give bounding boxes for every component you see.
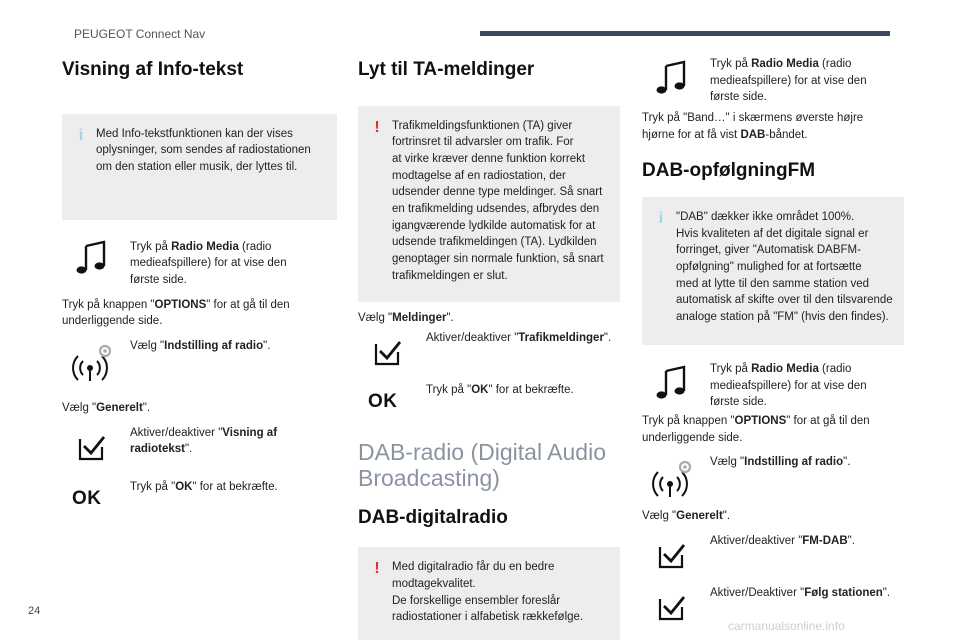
bold-text: Generelt: [676, 510, 723, 523]
text: " for at bekræfte.: [488, 384, 574, 397]
text: Aktiver/deaktiver ": [710, 534, 803, 547]
step-radio-settings: [62, 338, 337, 390]
step-radio-media: [642, 361, 904, 411]
step-toggle-traffic: [358, 330, 620, 372]
checkbox-icon: [366, 334, 410, 368]
warning-note: [358, 547, 620, 640]
text: Tryk på knappen ": [62, 298, 155, 311]
radio-settings-icon: [650, 458, 694, 498]
text: ".: [142, 401, 151, 414]
text: " for at gå til den underliggende side.: [62, 298, 290, 328]
ok-icon: OK: [368, 391, 398, 413]
text: ".: [184, 443, 193, 456]
text: " for at gå til den underliggende side.: [642, 414, 870, 444]
paragraph: [642, 413, 904, 446]
bold-text: FM-DAB: [802, 534, 848, 547]
text: ".: [722, 510, 731, 523]
info-icon: i: [658, 209, 664, 227]
text: " for at bekræfte.: [192, 480, 278, 493]
section-title-dab-fm: DAB-opfølgningFM: [642, 160, 816, 182]
step-confirm-ok: [358, 382, 620, 422]
paragraph: [642, 508, 904, 525]
bold-text: DAB: [740, 128, 766, 141]
music-note-icon: [650, 60, 694, 94]
text: (radio medieafspillere) for at vise den første side.: [710, 58, 867, 104]
bold-text: OPTIONS: [154, 298, 207, 311]
bold-text: Indstilling af radio: [744, 456, 844, 469]
bold-text: OK: [471, 384, 489, 397]
music-note-icon: [650, 365, 694, 399]
bold-text: Følg stationen: [804, 586, 883, 599]
paragraph: [62, 297, 337, 330]
text: Aktiver/Deaktiver ": [710, 586, 805, 599]
bold-text: Radio Media: [751, 58, 819, 70]
running-header: PEUGEOT Connect Nav: [74, 27, 206, 41]
header-bar: [480, 31, 890, 36]
text: Tryk på knappen ": [642, 414, 735, 427]
column-3: [642, 56, 904, 635]
paragraph: [642, 110, 904, 143]
section-title-ta: Lyt til TA-meldinger: [358, 59, 535, 80]
subsection-title-dab-digital: DAB-digitalradio: [358, 506, 508, 528]
bold-text: Indstilling af radio: [164, 339, 264, 352]
section-title-dab: DAB-radio (Digital Audio Broadcasting): [358, 439, 607, 491]
text: Aktiver/deaktiver ": [426, 332, 519, 345]
bold-text: Generelt: [96, 401, 143, 414]
step-radio-media: [642, 56, 904, 106]
bold-text: OPTIONS: [734, 414, 787, 427]
checkbox-icon: [650, 537, 694, 571]
column-1: [62, 56, 337, 525]
note-text: Med digitalradio får du en bedre modtagekvalitet. De forskellige ensembler foreslår radiostationer i alfabetisk rækkefølge.: [392, 561, 584, 624]
music-note-icon: [70, 240, 114, 274]
paragraph: [358, 310, 620, 327]
bold-text: Radio Media: [751, 362, 819, 375]
text: Tryk på: [710, 362, 752, 375]
text: ".: [446, 311, 454, 324]
ok-icon: OK: [72, 487, 102, 509]
page-number: 24: [28, 605, 41, 617]
info-icon: i: [78, 126, 84, 144]
text: ".: [263, 339, 271, 352]
step-toggle-radiotext: [62, 425, 337, 469]
text: Tryk på: [130, 240, 172, 253]
bold-text: Trafikmeldinger: [518, 332, 604, 345]
step-confirm-ok: [62, 479, 337, 515]
text: ".: [603, 332, 612, 345]
checkbox-icon: [70, 429, 114, 463]
note-text: Trafikmeldingsfunktionen (TA) giver fortrinsret til advarsler om trafik. For at virke kræver denne funktion korrekt modtagelse af en radiostation, der udsender denne type meldinger. Så snart en trafikmelding udsendes, afbrydes den igangværende lydkilde automatisk for at udsende trafikmeldingen (TA). Lydkilden genoptager sin normale funktion, så snart trafikmeldingen er slut.: [392, 119, 604, 282]
warning-icon: !: [374, 118, 380, 136]
section-title-info-text: Visning af Info-tekst: [62, 59, 244, 80]
step-toggle-fm-dab: [642, 533, 904, 575]
text: (radio medieafspillere) for at vise den første side.: [130, 240, 287, 286]
text: Vælg ": [62, 401, 97, 414]
text: Vælg ": [710, 456, 745, 469]
bold-text: Visning af radiotekst: [130, 426, 278, 456]
warning-icon: !: [374, 560, 380, 578]
bold-text: OK: [175, 480, 193, 493]
note-text: "DAB" dækker ikke området 100%. Hvis kvaliteten af det digitale signal er forringet, giver "Automatisk DABFM- opfølgning" mulighed for at fortsætte med at lytte til den samme station ved automatisk af skifte over til den tilsvarende analoge station på "FM" (hvis den findes).: [676, 210, 893, 323]
radio-settings-icon: [70, 342, 114, 382]
text: Tryk på ": [130, 480, 176, 493]
warning-note: [358, 106, 620, 302]
text: Aktiver/deaktiver ": [130, 426, 223, 439]
text: Vælg ": [130, 339, 165, 352]
bold-text: Radio Media: [171, 240, 239, 253]
bold-text: Meldinger: [392, 311, 447, 324]
step-radio-media: [62, 236, 337, 289]
info-note: [642, 197, 904, 345]
text: -båndet.: [765, 128, 808, 141]
note-text: Med Info-tekstfunktionen kan der vises oplysninger, som sendes af radiostationen om den station eller musik, der lyttes til.: [96, 127, 311, 173]
text: (radio medieafspillere) for at vise den første side.: [710, 362, 867, 409]
column-2: [358, 56, 620, 640]
text: Vælg ": [358, 311, 393, 324]
step-radio-settings: [642, 454, 904, 498]
text: Tryk på: [710, 58, 752, 70]
text: ".: [843, 456, 851, 469]
text: Vælg ": [642, 510, 677, 523]
checkbox-icon: [650, 589, 694, 623]
watermark: carmanualsonline.info: [728, 619, 845, 633]
info-note: [62, 114, 337, 220]
paragraph: [62, 400, 337, 417]
text: Tryk på ": [426, 384, 472, 397]
text: Tryk på "Band…" i skærmens øverste højre hjørne for at få vist: [642, 112, 864, 141]
text: ".: [847, 534, 855, 547]
text: ".: [882, 586, 891, 599]
